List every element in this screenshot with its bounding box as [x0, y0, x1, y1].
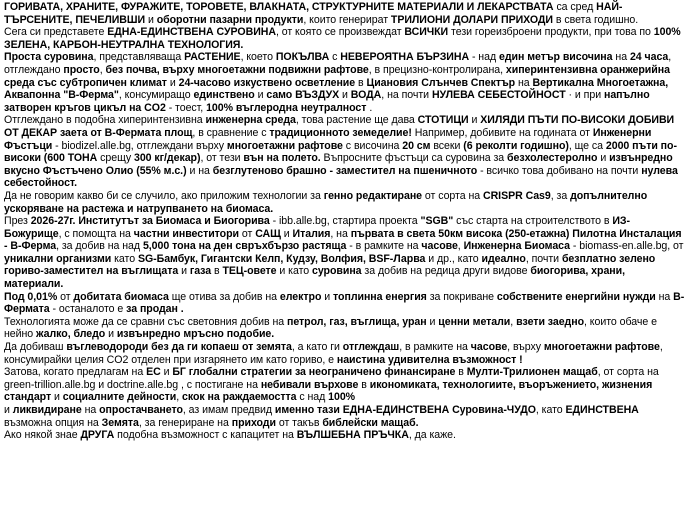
text-run: на	[612, 51, 630, 64]
paragraph	[4, 114, 685, 190]
bold-text-run: ВСИЧКИ	[404, 26, 449, 39]
text-run: , в сравнение с	[192, 126, 270, 139]
bold-text-run: безхолестеролно	[507, 152, 598, 165]
text-run: и	[178, 265, 190, 278]
text-run: и	[280, 227, 293, 240]
text-run: и на	[186, 164, 213, 177]
bold-text-run: традиционното земеделие!	[269, 126, 412, 139]
text-run: .	[366, 101, 373, 114]
bold-text-run: просто	[63, 63, 100, 76]
bold-text-run: извънредно вкусно Фъстъчено Олио (55% м.с.)	[4, 152, 673, 177]
paragraph	[4, 291, 685, 316]
bold-text-run: за продан .	[126, 303, 184, 316]
text-run: - в рамките на	[346, 240, 422, 253]
text-run: в	[358, 378, 370, 391]
text-run: всеки	[430, 139, 464, 152]
bold-text-run: единствено	[193, 89, 255, 102]
text-run: , за	[550, 189, 571, 202]
text-run: Затова, когато предлагам на	[4, 366, 147, 379]
text-run: ,	[176, 391, 183, 404]
text-run: с	[329, 51, 341, 64]
bold-text-run: НЕВЕРОЯТНА БЪРЗИНА	[340, 51, 470, 64]
bold-text-run: СТОТИЦИ	[417, 114, 469, 127]
text-run: , консумирайки целия CO2 отделен при изгарянето им като гориво, е	[4, 341, 663, 366]
bold-text-run: часове	[470, 341, 508, 354]
bold-text-run: ликвидиране	[12, 404, 82, 416]
bold-text-run: Мулти-Трилионен мащаб	[466, 366, 598, 379]
text-run: , от тези	[200, 152, 244, 165]
bold-text-run: идеално	[481, 252, 526, 265]
text-run: в	[355, 76, 367, 89]
text-run: , това растение ще дава	[295, 114, 418, 127]
bold-text-run: нулева себестойност.	[4, 164, 678, 190]
bold-text-run: 5,000 тона на ден свръхбързо растяща	[142, 240, 347, 253]
bold-text-run: Под 0,01%	[4, 290, 58, 303]
bold-text-run: електро	[279, 290, 322, 303]
bold-text-run: собствените енергийни нужди	[496, 290, 656, 303]
paragraph	[4, 366, 685, 429]
text-run: Да добиваш	[4, 341, 67, 354]
bold-text-run: РАСТЕНИЕ	[184, 51, 241, 64]
text-run: подобна възможност с капацитет на	[114, 429, 297, 442]
bold-text-run: топлинна енергия	[333, 290, 427, 303]
bold-text-run: ХИЛЯДИ ПЪТИ ПО-ВИСОКИ ДОБИВИ ОТ ДЕКАР	[4, 114, 675, 139]
text-run: Например, добивите на годината от	[411, 126, 593, 139]
text-run: от	[57, 290, 74, 303]
bold-text-run: Земята	[101, 416, 139, 429]
text-run: - biodizel.alle.bg, отглеждани върху	[52, 139, 227, 152]
text-run: и	[166, 76, 179, 89]
bold-text-run: 100% ЗЕЛЕНА, КАРБОН-НЕУТРАЛНА ТЕХНОЛОГИЯ.	[4, 26, 681, 51]
bold-text-run: библейски мащаб.	[322, 416, 419, 429]
bold-text-run: инженерна среда	[205, 114, 296, 127]
text-run: Ако някой знае	[4, 429, 81, 442]
bold-text-run: със субтропичен климат	[37, 76, 167, 89]
text-run: , представляваща	[93, 51, 185, 64]
bold-text-run: ПОКЪЛВА	[275, 51, 330, 64]
text-run: за добив на редица други видове	[361, 265, 531, 278]
bold-text-run: безглутеново брашно - заместител на пшеничното	[212, 164, 478, 177]
bold-text-run: НУЛЕВА СЕБЕСТОЙНОСТ	[431, 89, 566, 102]
bold-text-run: 2026-27г. Институтът за Биомаса и Биогорива	[30, 215, 270, 228]
text-run: , което	[240, 51, 276, 64]
text-run: със старта на строителството в	[453, 215, 613, 228]
bold-text-run: небивали върхове	[260, 378, 359, 391]
text-run: , на почти	[381, 89, 432, 102]
bold-text-run: заета от В-Фермата площ	[59, 126, 193, 139]
text-run: , за генериране на	[138, 416, 232, 429]
text-run: - biomass-en.alle.bg, от	[569, 240, 684, 253]
bold-text-run: ЕС	[146, 366, 161, 379]
text-run: с над	[296, 391, 329, 404]
text-run: с височина	[342, 139, 403, 152]
bold-text-run: само ВЪЗДУХ	[266, 89, 340, 102]
bold-text-run: Инженерна Биомаса	[463, 240, 570, 253]
text-run: , като	[535, 404, 566, 416]
bold-text-run: безплатно зелено гориво-заместител на въглищата	[4, 252, 656, 278]
paragraph	[4, 190, 685, 215]
bold-text-run: Проста суровина	[4, 51, 94, 64]
bold-text-run: въглеводороди без да ги копаеш от земята	[66, 341, 292, 354]
text-run: и	[105, 328, 117, 341]
text-run: , в прецизно-контролирана,	[368, 63, 506, 76]
bold-text-run: без почва, върху многоетажни подвижни рафтове	[105, 63, 369, 76]
text-run: , от сорта на green-trillion.alle.bg и doctrine.alle.bg , с постигане на	[4, 366, 659, 391]
text-run: ,	[457, 240, 464, 253]
bold-text-run: 300 кг/декар)	[134, 152, 201, 165]
bold-text-run: взети заедно	[516, 315, 585, 328]
text-run: са сред	[553, 1, 597, 13]
bold-text-run: наистина удивителна възможност !	[336, 353, 523, 366]
text-run: · и при	[565, 89, 604, 102]
text-run: и	[597, 152, 610, 165]
paragraph	[4, 1, 685, 26]
bold-text-run: 100%	[328, 391, 356, 404]
bold-text-run: отглеждаш	[342, 341, 400, 354]
text-run: Технологията може да се сравни със световния добив на	[4, 315, 287, 328]
bold-text-run: първата в света 50км висока (250-етажна) Пилотна Инсталация - В-Ферма	[4, 227, 682, 253]
bold-text-run: Италия	[292, 227, 331, 240]
text-run: Сега си представете	[4, 26, 108, 39]
text-run: - всичко това добивано на почти	[477, 164, 642, 177]
text-run: от такъв	[275, 416, 323, 429]
text-run: - останалото е	[49, 303, 127, 316]
bold-text-run: един метър височина	[498, 51, 613, 64]
text-run: за покриване	[426, 290, 497, 303]
text-run: , които генерират	[303, 13, 391, 26]
text-run: и	[145, 13, 157, 26]
paragraph	[4, 429, 685, 442]
text-run: , от която се произвеждат	[275, 26, 405, 39]
text-run: , за добив на над	[56, 240, 143, 253]
bold-text-run: 20 см	[402, 139, 431, 152]
bold-text-run: Циановия Слънчев Спектър	[366, 76, 516, 89]
bold-text-run: суровина	[312, 265, 362, 278]
bold-text-run: социалните дейности	[62, 391, 177, 404]
text-run: , а като ги	[291, 341, 343, 354]
text-run: , аз имам предвид	[182, 404, 275, 416]
bold-text-run: многоетажни рафтове	[226, 139, 343, 152]
bold-text-run: частни инвеститори	[133, 227, 239, 240]
text-run: тези гореизброени продукти, при това по	[448, 26, 654, 39]
text-run: - ibb.alle.bg, стартира проекта	[269, 215, 421, 228]
text-run: , които обаче е нейно	[4, 315, 657, 341]
text-run: и	[51, 391, 63, 404]
text-run: и	[468, 114, 481, 127]
bold-text-run: ценни метали	[438, 315, 511, 328]
text-run: ,	[99, 63, 106, 76]
bold-text-run: САЩ	[255, 227, 281, 240]
text-run: Отглеждано в подобна хиперинтензивна	[4, 114, 206, 127]
bold-text-run: добитата биомаса	[73, 290, 169, 303]
text-run: , върху	[507, 341, 544, 354]
bold-text-run: опростачването	[99, 404, 183, 416]
bold-text-run: уникални организми	[4, 252, 112, 265]
text-run: на	[81, 404, 100, 416]
bold-text-run: НАЙ-ТЪРСЕНИТЕ, ПЕЧЕЛИВШИ	[4, 1, 623, 26]
bold-text-run: ТЕЦ-овете	[222, 265, 277, 278]
text-run: срещу	[97, 152, 134, 165]
bold-text-run: жалко, бледо	[36, 328, 106, 341]
text-run: в	[211, 265, 223, 278]
bold-text-run: генно редактиране	[323, 189, 423, 202]
text-run: и	[321, 290, 334, 303]
bold-text-run: скок на раждаемостта	[182, 391, 297, 404]
text-run: от	[239, 227, 256, 240]
text-run: като	[111, 252, 138, 265]
text-run: , консумиращо	[118, 89, 194, 102]
bold-text-run: Инженерни Фъстъци	[4, 126, 652, 152]
text-run: Въпросните фъстъци са суровина за	[320, 152, 508, 165]
paragraph	[4, 341, 685, 366]
text-run: , ще са	[568, 139, 606, 152]
bold-text-run: ИЗ-Божурище	[4, 215, 630, 240]
bold-text-run: петрол, газ, въглища, уран	[286, 315, 427, 328]
bold-text-run: 24 часа	[629, 51, 669, 64]
paragraph	[4, 316, 685, 341]
text-run: , отглеждано	[4, 51, 672, 76]
bold-text-run: извънредно мръсно подобие.	[116, 328, 275, 341]
bold-text-run: CRISPR Cas9	[482, 189, 551, 202]
bold-text-run: газа	[189, 265, 212, 278]
text-run: и др., като	[425, 252, 482, 265]
paragraph	[4, 51, 685, 114]
paragraph	[4, 215, 685, 291]
bold-text-run: Вертикална Многоетажна, Аквапонна "В-Ферма"	[4, 76, 669, 102]
text-run: , да каже.	[408, 429, 456, 442]
bold-text-run: 2000 пъти по-високи (600 ТОНА	[4, 139, 677, 165]
text-run: , на	[330, 227, 351, 240]
bold-text-run: В-Фермата	[4, 290, 685, 316]
bold-text-run: биогорива, храни, материали.	[4, 265, 625, 291]
text-run: и	[4, 404, 13, 416]
bold-text-run: именно	[274, 404, 315, 416]
text-run: в	[455, 366, 467, 379]
bold-text-run: напълно затворен кръгов цикъл на CO2	[4, 89, 650, 114]
bold-text-run: многоетажни рафтове	[543, 341, 660, 354]
text-run: , в рамките на	[399, 341, 471, 354]
bold-text-run: допълнително ускоряване на растежа и натрупването на биомаса.	[4, 189, 648, 215]
bold-text-run: ВЪЛШЕБНА ПРЪЧКА	[296, 429, 409, 442]
bold-text-run: ГОРИВАТА, ХРАНИТЕ, ФУРАЖИТЕ, ТОРОВЕТЕ, ВЛАКНАТА, СТРУКТУРНИТЕ МАТЕРИАЛИ И ЛЕКАРСТВАТА	[4, 1, 554, 13]
bold-text-run: ВОДА	[350, 89, 382, 102]
text-run: и	[254, 89, 267, 102]
bold-text-run: приходи	[231, 416, 276, 429]
bold-text-run: оборотни пазарни продукти	[156, 13, 304, 26]
bold-text-run: 100% въглеродна неутралност	[206, 101, 367, 114]
bold-text-run: 24-часово изкуствено осветление	[178, 76, 356, 89]
bold-text-run: ЕДИНСТВЕНА	[565, 404, 639, 416]
bold-text-run: ДРУГА	[80, 429, 115, 442]
bold-text-run: (6 реколти годишно)	[463, 139, 569, 152]
text-run: - тоест,	[165, 101, 207, 114]
bold-text-run: икономиката, технологиите, въоръжението, жизнения стандарт	[4, 378, 653, 404]
bold-text-run: БГ глобални стратегии за неограничено финансиране	[172, 366, 456, 379]
text-run: ,	[510, 315, 517, 328]
bold-text-run: тази ЕДНА-ЕДИНСТВЕНА Суровина-ЧУДО	[317, 404, 536, 416]
text-run: в света годишно.	[553, 13, 639, 26]
text-run: и	[426, 315, 439, 328]
bold-text-run: ЕДНА-ЕДИНСТВЕНА СУРОВИНА	[107, 26, 276, 39]
text-run: възможна опция на	[4, 416, 102, 429]
bold-text-run: часове	[421, 240, 458, 253]
text-run: на	[655, 290, 674, 303]
text-run: от сорта на	[422, 189, 483, 202]
bold-text-run: SG-Бамбук, Гигантски Келп, Кудзу, Волфия, BSF-Ларва	[137, 252, 426, 265]
text-run: и	[160, 366, 173, 379]
text-run: , с помощта на	[58, 227, 134, 240]
bold-text-run: вън на полето.	[243, 152, 321, 165]
bold-text-run: "SGB"	[420, 215, 454, 228]
bold-text-run: хиперинтензивна оранжерийна среда	[4, 63, 670, 89]
text-run: на	[515, 76, 533, 89]
text-run: Да не говорим какво би се случило, ако приложим технологии за	[4, 189, 324, 202]
text-run: ще отива за добив на	[168, 290, 280, 303]
text-run: и	[339, 89, 351, 102]
text-run: - над	[469, 51, 499, 64]
paragraph	[4, 26, 685, 51]
text-run: и като	[276, 265, 313, 278]
text-run: , почти	[525, 252, 562, 265]
text-run: През	[4, 215, 31, 228]
bold-text-run: ТРИЛИОНИ ДОЛАРИ ПРИХОДИ	[390, 13, 553, 26]
